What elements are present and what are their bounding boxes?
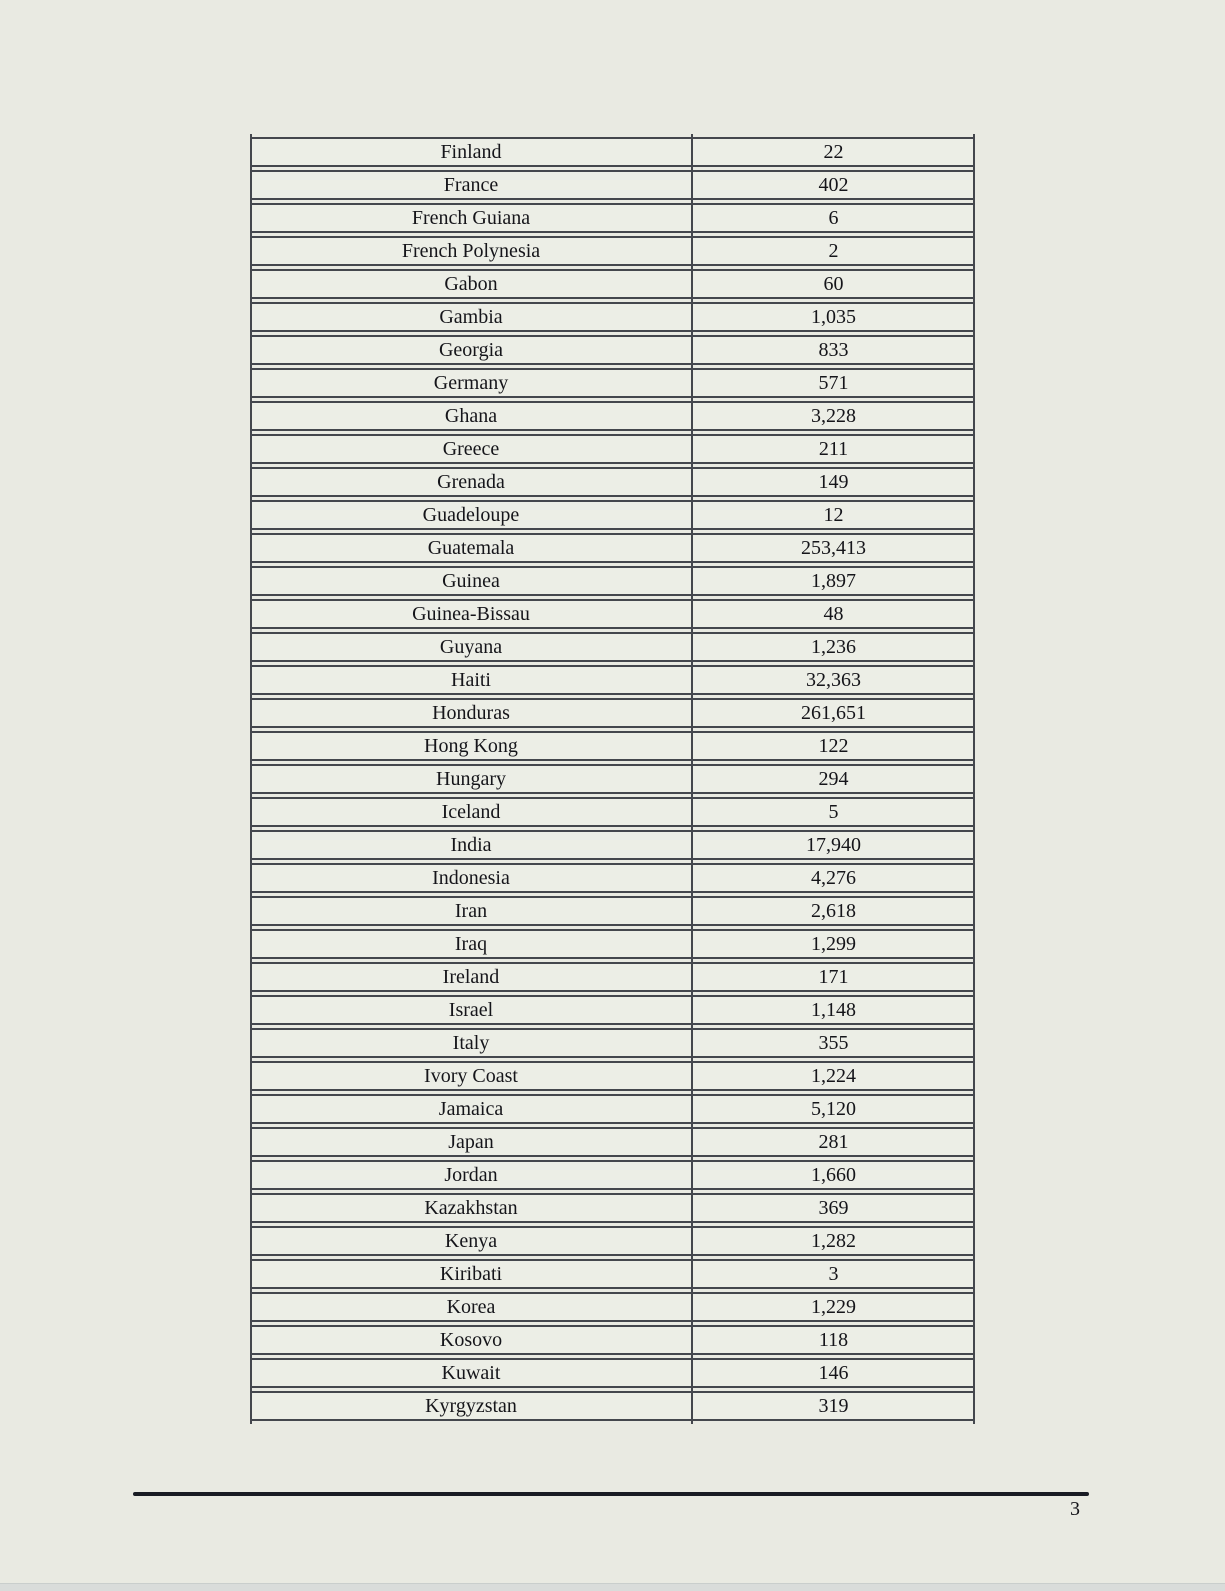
value-cell: 48 xyxy=(692,599,975,629)
table-row xyxy=(250,203,975,233)
country-cell: French Guiana xyxy=(250,203,692,233)
value-cell: 281 xyxy=(692,1127,975,1157)
table-right-border xyxy=(973,134,975,1424)
value-cell: 294 xyxy=(692,764,975,794)
country-cell: Jamaica xyxy=(250,1094,692,1124)
table-row xyxy=(250,731,975,761)
country-cell: Israel xyxy=(250,995,692,1025)
table-row xyxy=(250,764,975,794)
value-cell: 122 xyxy=(692,731,975,761)
country-cell: Guinea xyxy=(250,566,692,596)
value-cell: 253,413 xyxy=(692,533,975,563)
country-cell: Germany xyxy=(250,368,692,398)
country-count-table xyxy=(250,134,975,1424)
table-row xyxy=(250,1127,975,1157)
value-cell: 402 xyxy=(692,170,975,200)
country-cell: Japan xyxy=(250,1127,692,1157)
country-cell: Jordan xyxy=(250,1160,692,1190)
country-cell: French Polynesia xyxy=(250,236,692,266)
table-row xyxy=(250,401,975,431)
country-cell: Italy xyxy=(250,1028,692,1058)
value-cell: 17,940 xyxy=(692,830,975,860)
value-cell: 118 xyxy=(692,1325,975,1355)
table-row xyxy=(250,863,975,893)
table-row xyxy=(250,1226,975,1256)
value-cell: 3 xyxy=(692,1259,975,1289)
country-cell: Hong Kong xyxy=(250,731,692,761)
value-cell: 3,228 xyxy=(692,401,975,431)
country-cell: Guyana xyxy=(250,632,692,662)
table-row xyxy=(250,1358,975,1388)
country-cell: Greece xyxy=(250,434,692,464)
value-cell: 32,363 xyxy=(692,665,975,695)
value-cell: 4,276 xyxy=(692,863,975,893)
value-cell: 149 xyxy=(692,467,975,497)
table-row xyxy=(250,434,975,464)
table-row xyxy=(250,1259,975,1289)
table-row xyxy=(250,368,975,398)
country-cell: Kazakhstan xyxy=(250,1193,692,1223)
country-cell: Guatemala xyxy=(250,533,692,563)
table-row xyxy=(250,797,975,827)
table-row xyxy=(250,566,975,596)
country-cell: Finland xyxy=(250,137,692,167)
value-cell: 1,282 xyxy=(692,1226,975,1256)
value-cell: 5 xyxy=(692,797,975,827)
table-row xyxy=(250,1094,975,1124)
table-body xyxy=(250,137,975,1421)
country-cell: Georgia xyxy=(250,335,692,365)
country-cell: Hungary xyxy=(250,764,692,794)
country-cell: Iceland xyxy=(250,797,692,827)
value-cell: 146 xyxy=(692,1358,975,1388)
country-cell: Haiti xyxy=(250,665,692,695)
country-cell: Guinea-Bissau xyxy=(250,599,692,629)
table-row xyxy=(250,1061,975,1091)
value-cell: 1,299 xyxy=(692,929,975,959)
value-cell: 5,120 xyxy=(692,1094,975,1124)
value-cell: 1,897 xyxy=(692,566,975,596)
value-cell: 833 xyxy=(692,335,975,365)
value-cell: 1,660 xyxy=(692,1160,975,1190)
table-row xyxy=(250,1028,975,1058)
table-row xyxy=(250,1325,975,1355)
country-cell: Korea xyxy=(250,1292,692,1322)
country-cell: Gabon xyxy=(250,269,692,299)
table-left-border xyxy=(250,134,252,1424)
table-row xyxy=(250,995,975,1025)
country-cell: Grenada xyxy=(250,467,692,497)
value-cell: 369 xyxy=(692,1193,975,1223)
table-row xyxy=(250,533,975,563)
value-cell: 355 xyxy=(692,1028,975,1058)
table-row xyxy=(250,1160,975,1190)
country-cell: Kyrgyzstan xyxy=(250,1391,692,1421)
value-cell: 2,618 xyxy=(692,896,975,926)
table-row xyxy=(250,170,975,200)
country-cell: Ivory Coast xyxy=(250,1061,692,1091)
country-cell: Kenya xyxy=(250,1226,692,1256)
country-cell: Ireland xyxy=(250,962,692,992)
country-cell: Kiribati xyxy=(250,1259,692,1289)
table-row xyxy=(250,236,975,266)
country-cell: Gambia xyxy=(250,302,692,332)
value-cell: 22 xyxy=(692,137,975,167)
value-cell: 1,148 xyxy=(692,995,975,1025)
value-cell: 60 xyxy=(692,269,975,299)
value-cell: 571 xyxy=(692,368,975,398)
country-cell: Indonesia xyxy=(250,863,692,893)
table-row xyxy=(250,632,975,662)
value-cell: 261,651 xyxy=(692,698,975,728)
table-row xyxy=(250,599,975,629)
table-row xyxy=(250,665,975,695)
page-number: 3 xyxy=(1070,1498,1080,1520)
table-column-divider xyxy=(691,134,693,1424)
table-row xyxy=(250,1193,975,1223)
table-row xyxy=(250,929,975,959)
table-row xyxy=(250,962,975,992)
value-cell: 1,224 xyxy=(692,1061,975,1091)
table-row xyxy=(250,1292,975,1322)
value-cell: 171 xyxy=(692,962,975,992)
table-row xyxy=(250,302,975,332)
table-row xyxy=(250,830,975,860)
country-cell: Ghana xyxy=(250,401,692,431)
table-row xyxy=(250,500,975,530)
table-row xyxy=(250,467,975,497)
country-cell: Guadeloupe xyxy=(250,500,692,530)
value-cell: 1,236 xyxy=(692,632,975,662)
value-cell: 6 xyxy=(692,203,975,233)
footer-rule xyxy=(133,1492,1089,1496)
table-row xyxy=(250,698,975,728)
country-cell: Kuwait xyxy=(250,1358,692,1388)
value-cell: 319 xyxy=(692,1391,975,1421)
country-cell: Honduras xyxy=(250,698,692,728)
country-cell: Iran xyxy=(250,896,692,926)
table-row xyxy=(250,896,975,926)
table-row xyxy=(250,269,975,299)
table-row xyxy=(250,1391,975,1421)
window-bottom-edge xyxy=(0,1583,1225,1591)
country-cell: France xyxy=(250,170,692,200)
value-cell: 1,229 xyxy=(692,1292,975,1322)
country-cell: Kosovo xyxy=(250,1325,692,1355)
country-cell: India xyxy=(250,830,692,860)
table-row xyxy=(250,335,975,365)
country-cell: Iraq xyxy=(250,929,692,959)
value-cell: 2 xyxy=(692,236,975,266)
value-cell: 12 xyxy=(692,500,975,530)
table-row xyxy=(250,137,975,167)
value-cell: 211 xyxy=(692,434,975,464)
value-cell: 1,035 xyxy=(692,302,975,332)
